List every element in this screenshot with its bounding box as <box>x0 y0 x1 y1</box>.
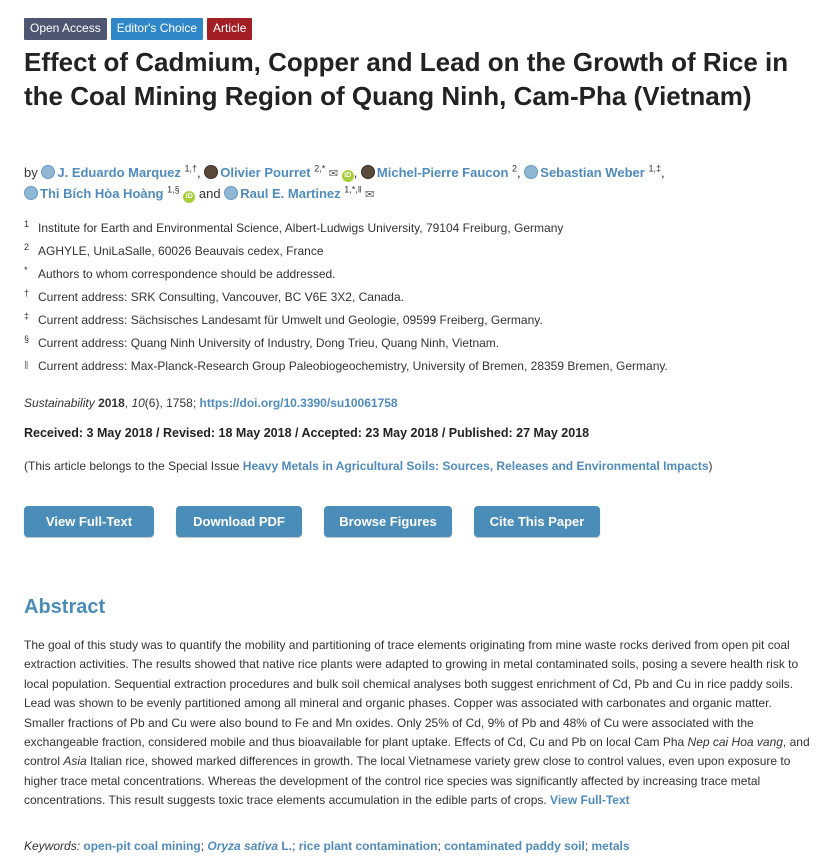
avatar-icon <box>24 186 38 200</box>
article-title: Effect of Cadmium, Copper and Lead on the Growth of Rice in the Coal Mining Region of Quang Ninh, Cam-Pha (Vietnam) <box>24 47 789 111</box>
affiliation-mark: * <box>24 265 28 275</box>
author-link-pourret[interactable]: Olivier Pourret <box>220 165 311 180</box>
author-link-martinez[interactable]: Raul E. Martinez <box>240 186 341 201</box>
citation-issue-pages: (6), 1758; <box>144 396 200 410</box>
editors-choice-badge[interactable]: Editor's Choice <box>111 18 203 40</box>
cite-this-paper-button[interactable]: Cite This Paper <box>474 506 600 537</box>
affiliation-mark: ‖ <box>24 360 29 372</box>
special-issue-note <box>24 457 784 476</box>
abstract-heading: Abstract <box>24 596 106 618</box>
abstract-part: , and control <box>24 735 810 769</box>
affiliation-item <box>24 286 814 309</box>
author-sup: 1,*,‖ <box>344 184 362 195</box>
email-icon[interactable]: ✉ <box>328 168 339 180</box>
keyword-link[interactable]: rice plant contamination <box>298 839 438 853</box>
abstract-part: The goal of this study was to quantify the mobility and partitioning of trace elements originating from mine waste rocks derived from open pit coal extraction activities. The results showed that native rice plants were adapted to growing in metal contaminated soils, posing a severe health risk to local population. Sequential extraction procedures and bulk soil chemical analyses both suggest enrichment of Cd, Pb and Cu in rice paddy soils. Lead was shown to be evenly partitioned among all mineral and organic phases. Copper was associated with carbonates and organic matter. Smaller fractions of Pb and Cu were also bound to Fe and Mn oxides. Only 25% of Cd, 9% of Pb and 48% of Cu were associated with the exchangeable fraction, considered mobile and thus bioavailable for plant uptake. Effects of Cd, Cu and Pb on local Cam Pha <box>24 638 799 750</box>
keywords-label: Keywords: <box>24 839 81 853</box>
keyword-link[interactable]: open-pit coal mining <box>83 839 201 853</box>
keyword-link[interactable]: contaminated paddy soil <box>444 839 585 853</box>
browse-figures-button[interactable]: Browse Figures <box>324 506 452 537</box>
abstract-italic: Nep cai Hoa vang <box>687 735 783 750</box>
journal-name: Sustainability <box>24 396 95 410</box>
author-link-faucon[interactable]: Michel-Pierre Faucon <box>376 165 509 180</box>
author-sup: 1,§ <box>167 184 180 195</box>
citation-line: Sustainability 2018, 10(6), 1758; https://doi.org/10.3390/su10061758 <box>24 396 398 410</box>
special-issue-suffix: ) <box>708 459 713 473</box>
affiliation-text: AGHYLE, UniLaSalle, 60026 Beauvais cedex, France <box>38 244 324 258</box>
download-pdf-button[interactable]: Download PDF <box>176 506 302 537</box>
publication-dates: Received: 3 May 2018 / Revised: 18 May 2018 / Accepted: 23 May 2018 / Published: 27 May 2018 <box>24 426 590 440</box>
affiliation-text: Institute for Earth and Environmental Science, Albert-Ludwigs University, 79104 Freiburg, Germany <box>38 221 564 235</box>
abstract-text <box>24 636 814 811</box>
open-access-badge[interactable]: Open Access <box>24 18 107 40</box>
citation-year: 2018 <box>98 396 125 410</box>
affiliation-item <box>24 355 814 378</box>
avatar-photo-icon <box>204 165 218 179</box>
and-label: and <box>198 186 221 201</box>
author-sup: 1,† <box>184 163 198 174</box>
affiliation-text: Authors to whom correspondence should be addressed. <box>38 267 336 281</box>
author-link-weber[interactable]: Sebastian Weber <box>540 165 645 180</box>
affiliation-item <box>24 240 814 263</box>
avatar-icon <box>524 165 538 179</box>
orcid-icon[interactable]: iD <box>183 191 195 203</box>
affiliation-item <box>24 217 814 240</box>
abstract-italic: Asia <box>63 754 87 769</box>
author-sup: 2,* <box>314 163 326 174</box>
special-issue-prefix: (This article belongs to the Special Issue <box>24 459 243 473</box>
avatar-photo-icon <box>361 165 375 179</box>
abstract-full-text-link[interactable]: View Full-Text <box>550 793 630 808</box>
affiliation-text: Current address: Max-Planck-Research Group Paleobiogeochemistry, University of Bremen, 28359 Bremen, Germany. <box>38 359 668 373</box>
affiliation-mark: § <box>24 334 30 344</box>
affiliation-text: Current address: SRK Consulting, Vancouver, BC V6E 3X2, Canada. <box>38 290 404 304</box>
affiliation-item <box>24 309 814 332</box>
author-list: by J. Eduardo Marquez $^{1,\dagger}$, Olivier Pourret $^{2,*}$ ✉ iD , Michel-Pierre Faucon $^2$, Sebastian Weber $^{1,\ddagger}$, Thi Bích Hòa Hoàng $^{1,\S}$ iD and Raul E. Martinez $^{1,*,‖}$ ✉ <box>24 163 814 205</box>
avatar-icon <box>224 186 238 200</box>
author-sup: 1,‡ <box>648 163 661 174</box>
keywords-line: Keywords: open-pit coal mining; Oryza sativa L.; rice plant contamination; contaminated paddy soil; metals <box>24 839 630 853</box>
author-link-marquez[interactable]: J. Eduardo Marquez <box>57 165 181 180</box>
affiliation-item <box>24 263 814 286</box>
affiliation-mark: 1 <box>24 219 30 229</box>
special-issue-link[interactable]: Heavy Metals in Agricultural Soils: Sources, Releases and Environmental Impacts <box>242 459 709 473</box>
keyword-italic: Oryza sativa <box>207 839 279 853</box>
keyword-text: L. <box>278 839 293 853</box>
affiliation-mark: 2 <box>24 242 30 252</box>
citation-volume: 10 <box>131 396 145 410</box>
email-icon[interactable]: ✉ <box>365 189 375 201</box>
affiliation-mark: ‡ <box>24 311 30 321</box>
affiliation-item <box>24 332 814 355</box>
abstract-part: Italian rice, showed marked differences in growth. The local Vietnamese variety grew close to control values, even upon exposure to higher trace metal concentrations. Whereas the development of the control rice species was significantly affected by increasing trace metal concentrations. This result suggests toxic trace elements accumulation in the edible parts of crops. <box>24 754 791 808</box>
affiliation-text: Current address: Sächsisches Landesamt für Umwelt und Geologie, 09599 Freiberg, Germany. <box>38 313 543 327</box>
avatar-icon <box>41 165 55 179</box>
action-button-row <box>24 506 600 537</box>
author-sup: 2 <box>512 163 518 174</box>
view-full-text-button[interactable]: View Full-Text <box>24 506 154 537</box>
affiliation-text: Current address: Quang Ninh University of Industry, Dong Trieu, Quang Ninh, Vietnam. <box>38 336 500 350</box>
affiliation-list <box>24 217 814 378</box>
keyword-link[interactable] <box>207 839 292 853</box>
keyword-link[interactable]: metals <box>591 839 630 853</box>
orcid-icon[interactable]: iD <box>342 170 354 182</box>
article-type-badge: Article <box>207 18 252 40</box>
author-link-hoang[interactable]: Thi Bích Hòa Hoàng <box>40 186 164 201</box>
badge-row <box>24 18 252 40</box>
by-label: by <box>24 165 38 180</box>
affiliation-mark: † <box>24 288 30 298</box>
doi-link[interactable]: https://doi.org/10.3390/su10061758 <box>199 396 398 410</box>
